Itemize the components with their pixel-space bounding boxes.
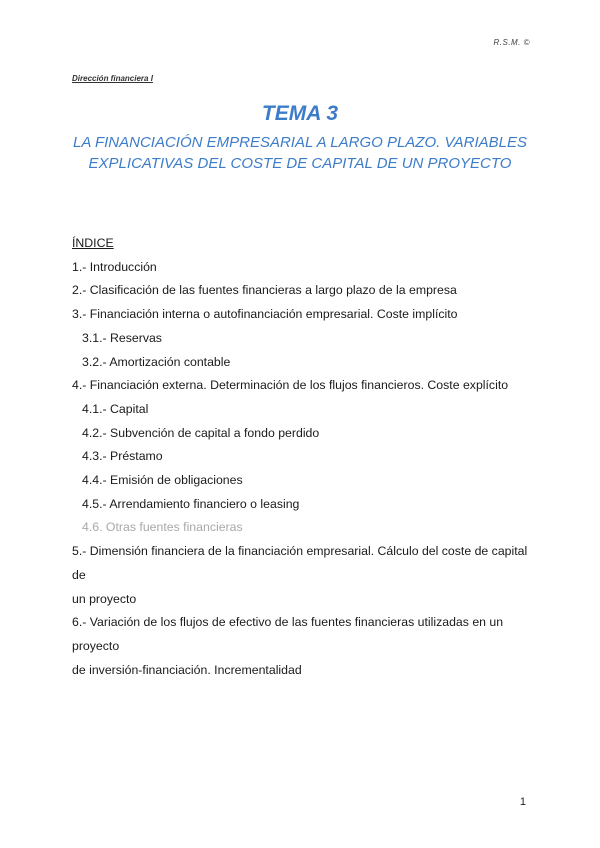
toc-item-4-2: 4.2.- Subvención de capital a fondo perdido (82, 425, 320, 440)
toc-item-4: 4.- Financiación externa. Determinación de los flujos financieros. Coste explícito (72, 378, 509, 393)
chapter-title: TEMA 3 (261, 102, 339, 125)
toc-item-2: 2.- Clasificación de las fuentes financieras a largo plazo de la empresa (72, 283, 457, 298)
title-block (60, 100, 540, 174)
page-number: 1 (519, 796, 526, 808)
toc-heading: ÍNDICE (72, 236, 114, 250)
chapter-subtitle-line-1: LA FINANCIACIÓN EMPRESARIAL A LARGO PLAZO. VARIABLES (72, 134, 528, 151)
toc-item-5: 5.- Dimensión financiera de la financiación empresarial. Cálculo del coste de capital de (72, 544, 528, 582)
toc-item-3-1: 3.1.- Reservas (82, 330, 162, 345)
toc-item-4-5: 4.5.- Arrendamiento financiero o leasing (82, 496, 300, 511)
author-mark: R.S.M. © (493, 38, 530, 47)
toc-item-6: 6.- Variación de los flujos de efectivo de las fuentes financieras utilizadas en un proyecto (72, 615, 504, 653)
table-of-contents (72, 232, 532, 682)
chapter-subtitle-line-2: EXPLICATIVAS DEL COSTE DE CAPITAL DE UN PROYECTO (88, 155, 512, 172)
toc-item-4-6: 4.6. Otras fuentes financieras (82, 520, 243, 535)
toc-item-4-4: 4.4.- Emisión de obligaciones (82, 473, 243, 488)
toc-item-3: 3.- Financiación interna o autofinanciación empresarial. Coste implícito (72, 307, 458, 322)
toc-item-6-continued: de inversión-financiación. Incrementalidad (72, 662, 302, 677)
toc-item-4-1: 4.1.- Capital (82, 401, 149, 416)
toc-item-1: 1.- Introducción (72, 259, 157, 274)
course-name: Dirección financiera I (72, 74, 153, 83)
toc-item-3-2: 3.2.- Amortización contable (82, 354, 231, 369)
toc-item-4-3: 4.3.- Préstamo (82, 449, 163, 464)
toc-item-5-continued: un proyecto (72, 591, 137, 606)
